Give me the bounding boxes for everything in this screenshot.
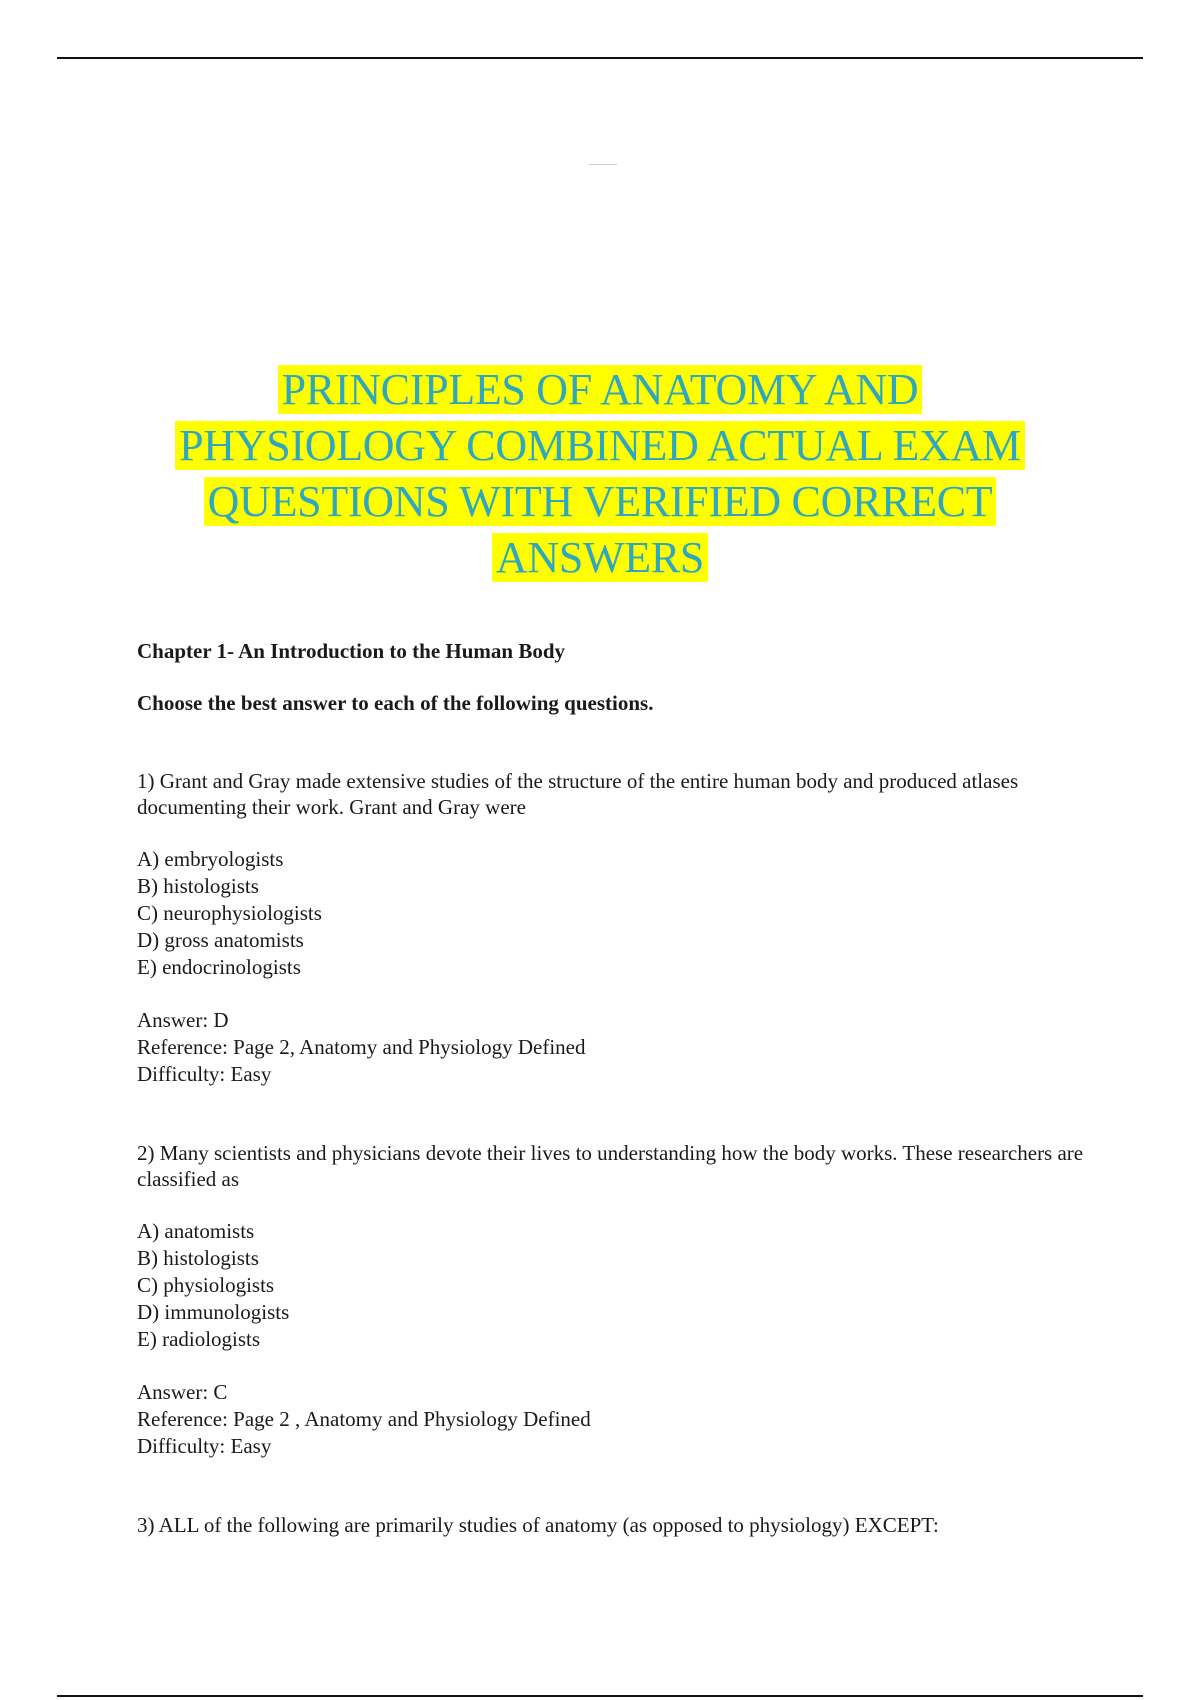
option-d: D) gross anatomists (137, 928, 304, 952)
option-b: B) histologists (137, 1246, 259, 1270)
header-mark (589, 164, 617, 165)
reference-line: Reference: Page 2, Anatomy and Physiology Defined (137, 1035, 586, 1059)
option-a: A) anatomists (137, 1219, 255, 1243)
option-c: C) neurophysiologists (137, 901, 322, 925)
answer-meta (137, 1379, 1097, 1460)
title-line-2: PHYSIOLOGY COMBINED ACTUAL EXAM (175, 421, 1025, 470)
question-text: 2) Many scientists and physicians devote their lives to understanding how the body works. These researchers are classified as (137, 1141, 1084, 1191)
document-body (137, 638, 1097, 1564)
difficulty-line: Difficulty: Easy (137, 1062, 272, 1086)
option-a: A) embryologists (137, 847, 284, 871)
difficulty-line: Difficulty: Easy (137, 1434, 272, 1458)
chapter-heading: Chapter 1- An Introduction to the Human Body (137, 639, 566, 663)
option-list (137, 846, 1097, 981)
bottom-rule (57, 1695, 1143, 1697)
option-list (137, 1218, 1097, 1353)
question-1 (137, 768, 1097, 1088)
answer-meta (137, 1007, 1097, 1088)
answer-line: Answer: C (137, 1380, 228, 1404)
question-text: 3) ALL of the following are primarily studies of anatomy (as opposed to physiology) EXCEPT: (137, 1513, 939, 1537)
title-line-4: ANSWERS (492, 533, 708, 582)
option-e: E) endocrinologists (137, 955, 301, 979)
answer-line: Answer: D (137, 1008, 229, 1032)
question-3 (137, 1512, 1097, 1538)
document-title (100, 362, 1100, 586)
option-e: E) radiologists (137, 1327, 261, 1351)
title-line-3: QUESTIONS WITH VERIFIED CORRECT (204, 477, 997, 526)
question-2 (137, 1140, 1097, 1460)
option-c: C) physiologists (137, 1273, 275, 1297)
reference-line: Reference: Page 2 , Anatomy and Physiology Defined (137, 1407, 591, 1431)
title-line-1: PRINCIPLES OF ANATOMY AND (278, 365, 923, 414)
option-b: B) histologists (137, 874, 259, 898)
option-d: D) immunologists (137, 1300, 290, 1324)
instruction-text: Choose the best answer to each of the following questions. (137, 691, 654, 715)
top-rule (57, 57, 1143, 59)
question-text: 1) Grant and Gray made extensive studies of the structure of the entire human body and produced atlases documenting their work. Grant and Gray were (137, 769, 1019, 819)
